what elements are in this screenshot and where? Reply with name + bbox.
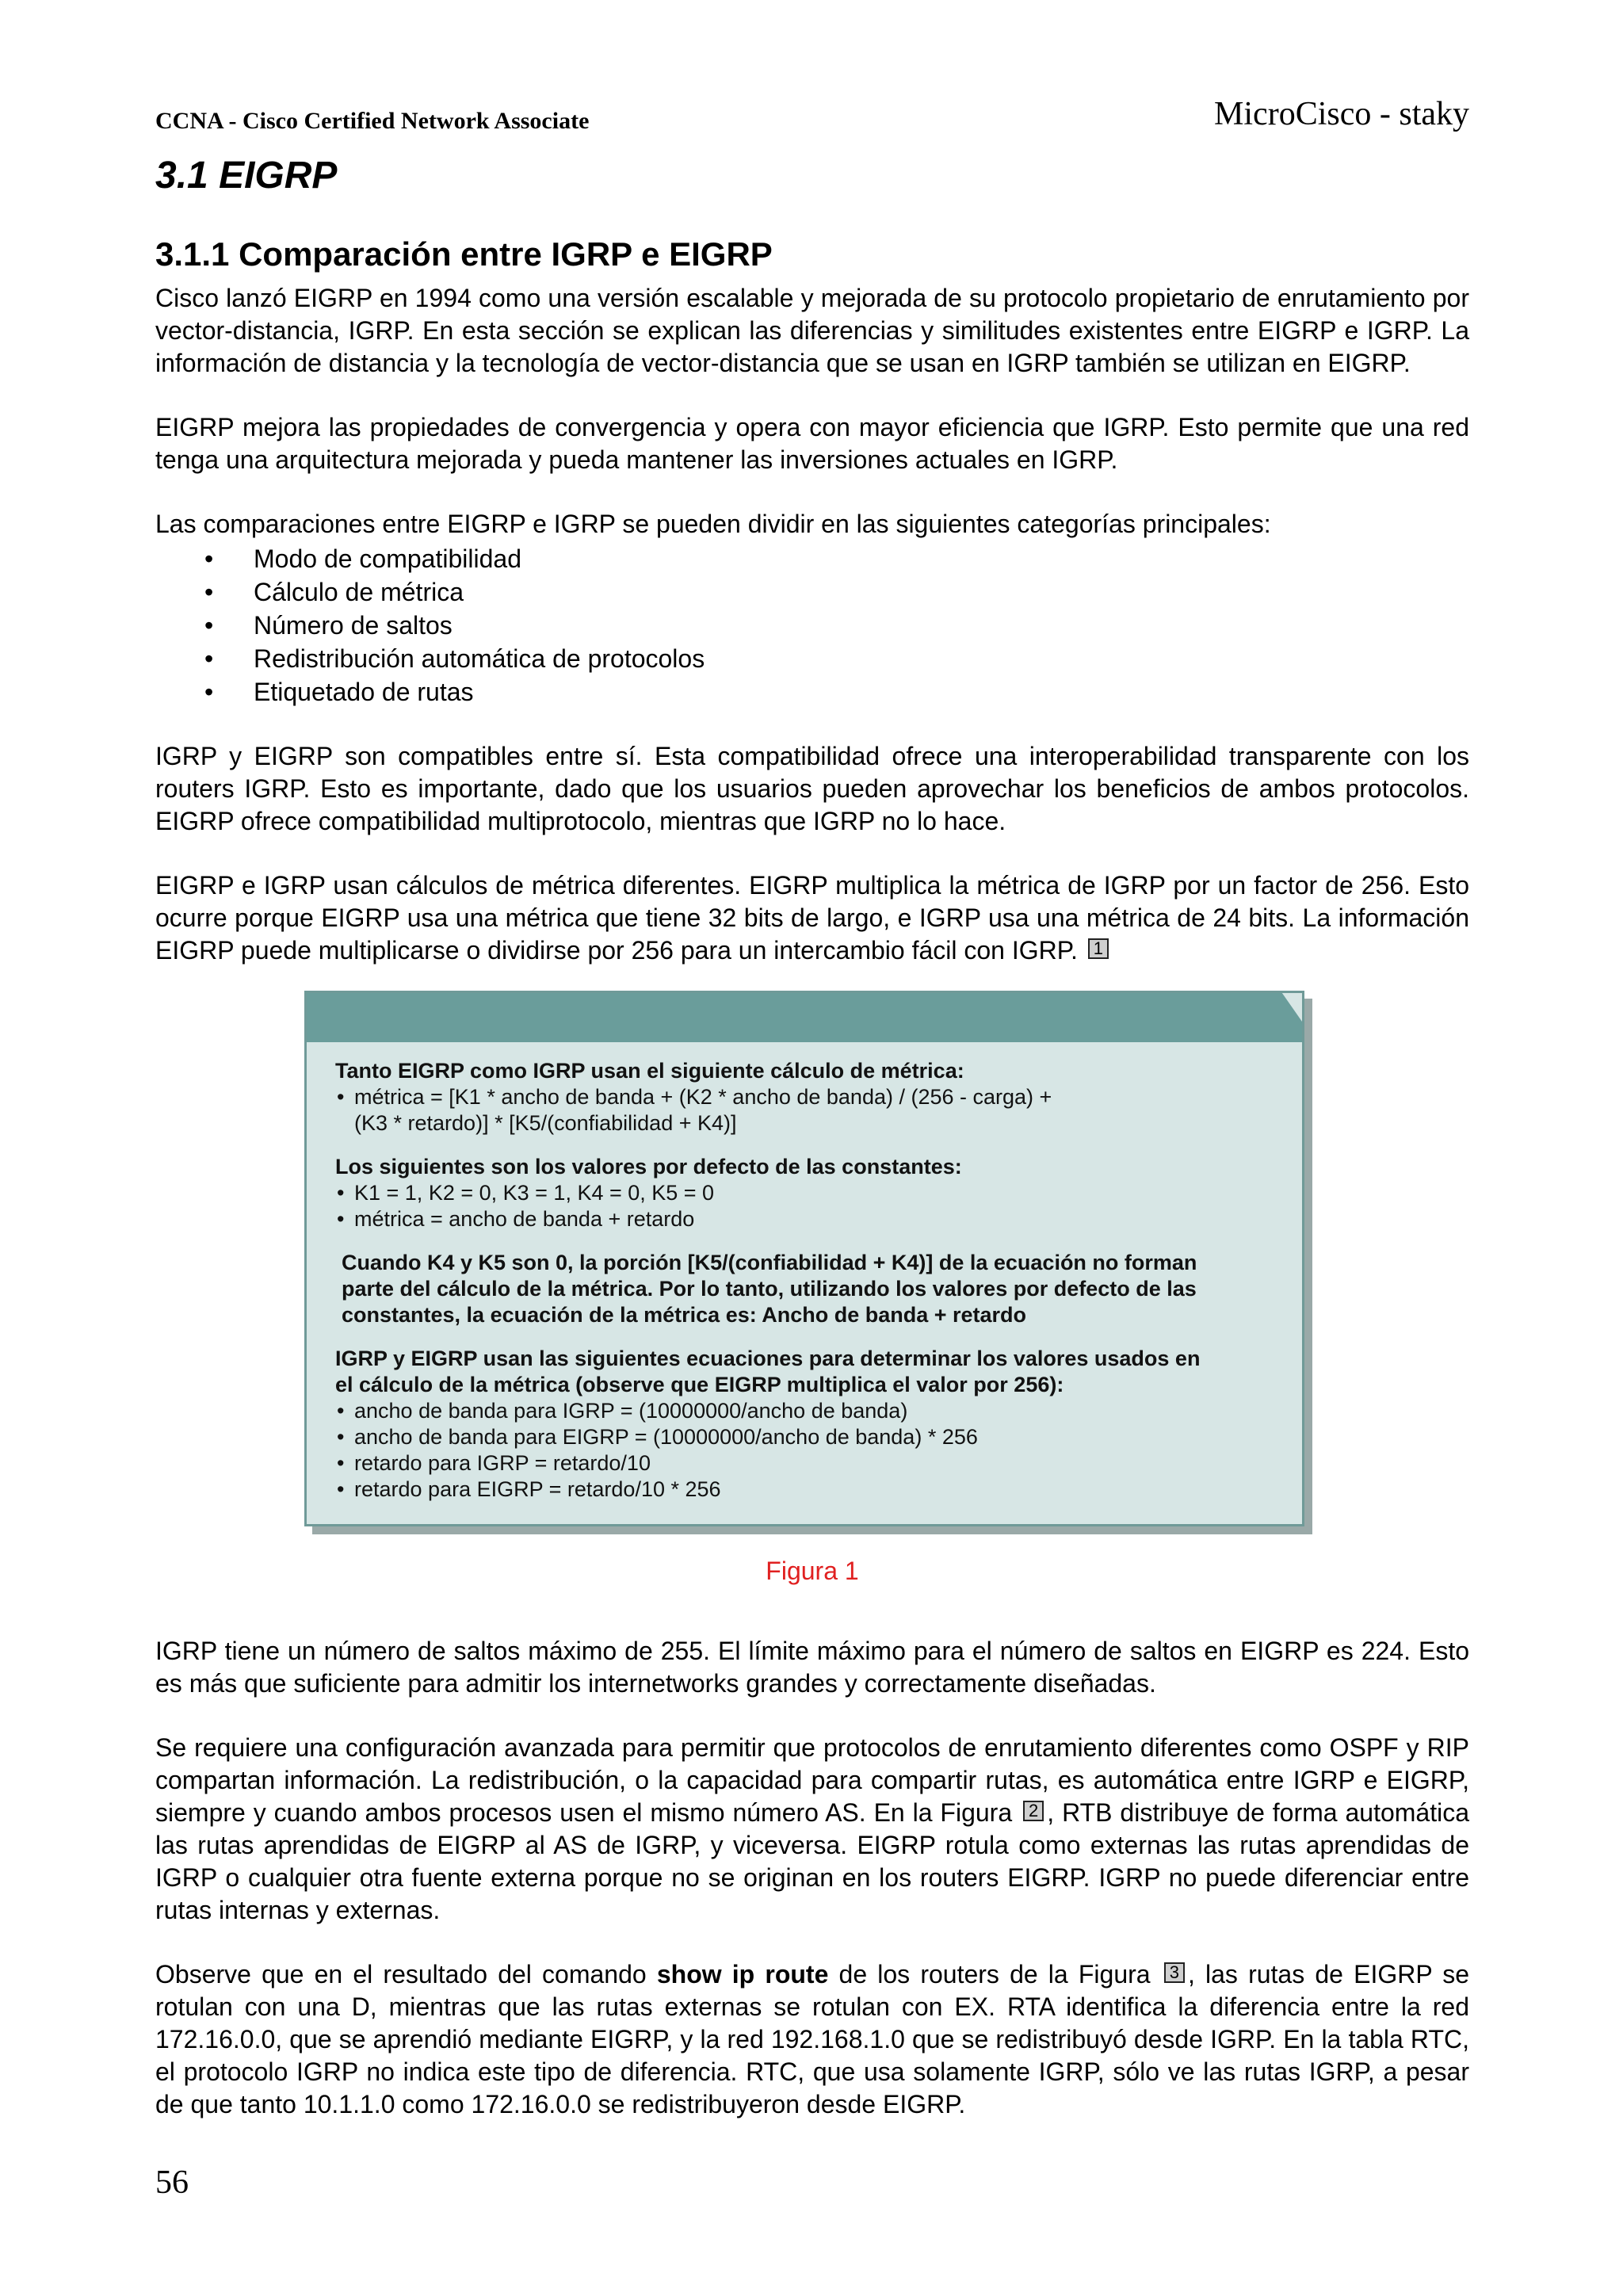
list-item: • Cálculo de métrica <box>155 575 1469 609</box>
figure-1-link[interactable]: 1 <box>1088 938 1109 959</box>
list-item: • Etiquetado de rutas <box>155 675 1469 709</box>
section-title: 3.1 EIGRP <box>155 155 338 197</box>
figure-title-bar <box>307 993 1302 1042</box>
list-item: • Número de saltos <box>155 609 1469 642</box>
paragraph-intro: Cisco lanzó EIGRP en 1994 como una versión escalable y mejorada de su protocolo propietario de enrutamiento por vector-distancia, IGRP. En esta sección se explican las diferencias y similitudes existentes entre EIGRP e IGRP. La información de distancia y la tecnología de vector-distancia que se usan en IGRP también se utilizan en EIGRP. <box>155 284 1469 377</box>
paragraph-convergence: EIGRP mejora las propiedades de convergencia y opera con mayor eficiencia que IGRP. Esto permite que una red tenga una arquitectura mejorada y pueda mantener las inversiones actuales en IGRP. <box>155 413 1469 474</box>
figure-heading-metric: Tanto EIGRP como IGRP usan el siguiente cálculo de métrica: <box>335 1059 964 1083</box>
subsection-title: 3.1.1 Comparación entre IGRP e EIGRP <box>155 235 773 273</box>
paragraph-redistribution-text-b: , RTB distribuye de forma automática las rutas aprendidas de EIGRP al AS de IGRP, y viceversa. EIGRP rotula como externas las rutas aprendidas de IGRP o cualquier otra fuente externa porque no se originan en los routers EIGRP. IGRP no puede diferenciar entre rutas internas y externas. <box>155 1798 1470 1924</box>
page-header <box>155 95 1469 139</box>
list-item: • Redistribución automática de protocolos <box>155 642 1469 675</box>
figure-caption: Figura 1 <box>766 1557 859 1585</box>
header-course-title: CCNA - Cisco Certified Network Associate <box>155 108 590 134</box>
paragraph-route-text-b: de los routers de la Figura <box>838 1960 1151 1988</box>
figure-panel <box>304 991 1304 1526</box>
figure-metric-list <box>335 1084 1274 1137</box>
list-item: • Modo de compatibilidad <box>155 542 1469 575</box>
list-item: • ancho de banda para EIGRP = (10000000/ancho de banda) * 256 <box>335 1424 1274 1450</box>
figure-heading-equations-line2: el cálculo de la métrica (observe que EIGRP multiplica el valor por 256): <box>335 1373 1064 1396</box>
figure-body <box>335 1058 1274 1503</box>
figure-1 <box>304 991 1312 1534</box>
figure-note-line3: constantes, la ecuación de la métrica es: Ancho de banda + retardo <box>342 1303 1027 1327</box>
command-show-ip-route: show ip route <box>656 1960 829 1988</box>
header-publisher: MicroCisco - staky <box>1214 96 1469 132</box>
paragraph-route-text-a: Observe que en el resultado del comando <box>155 1960 647 1988</box>
paragraph-route-text-c: , las rutas de EIGRP se rotulan con una D, mientras que las rutas externas se rotulan con EX. RTA identifica la diferencia entre la red 172.16.0.0, que se aprendió mediante EIGRP, y la red 192.168.1.0 que se redistribuyó desde IGRP. En la tabla RTC, el protocolo IGRP no indica este tipo de diferencia. RTC, que usa solamente IGRP, sólo ve las rutas IGRP, a pesar de que tanto 10.1.1.0 como 172.16.0.0 se redistribuyeron desde EIGRP. <box>155 1960 1470 2118</box>
list-item: • retardo para EIGRP = retardo/10 * 256 <box>335 1477 1274 1503</box>
paragraph-metric <box>155 869 1469 967</box>
paragraph-redistribution-text-a: Se requiere una configuración avanzada para permitir que protocolos de enrutamiento diferentes como OSPF y RIP compartan información. La redistribución, o la capacidad para compartir rutas, es automática entre IGRP e EIGRP, siempre y cuando ambos procesos usen el mismo número AS. En la Figura <box>155 1733 1469 1827</box>
figure-3-link[interactable]: 3 <box>1164 1962 1185 1983</box>
figure-note <box>335 1250 1274 1328</box>
paragraph-redistribution <box>155 1732 1469 1927</box>
list-item: • métrica = ancho de banda + retardo <box>335 1206 1274 1232</box>
paragraph-show-ip-route <box>155 1958 1469 2121</box>
paragraph-compatibility: IGRP y EIGRP son compatibles entre sí. Esta compatibilidad ofrece una interoperabilidad transparente con los routers IGRP. Esto es importante, dado que los usuarios pueden aprovechar los beneficios de ambos protocolos. EIGRP ofrece compatibilidad multiprotocolo, mientras que IGRP no lo hace. <box>155 742 1469 835</box>
paragraph-hop-count: IGRP tiene un número de saltos máximo de 255. El límite máximo para el número de saltos en EIGRP es 224. Esto es más que suficiente para admitir los internetworks grandes y correctamente diseñadas. <box>155 1637 1469 1698</box>
figure-equations-list <box>335 1398 1274 1503</box>
figure-metric-formula <box>335 1084 1274 1137</box>
metric-formula-line1: métrica = [K1 * ancho de banda + (K2 * ancho de banda) / (256 - carga) + <box>354 1085 1052 1109</box>
page-number: 56 <box>155 2164 189 2201</box>
list-item: • retardo para IGRP = retardo/10 <box>335 1450 1274 1477</box>
list-item: • K1 = 1, K2 = 0, K3 = 1, K4 = 0, K5 = 0 <box>335 1180 1274 1206</box>
figure-note-line1: Cuando K4 y K5 son 0, la porción [K5/(confiabilidad + K4)] de la ecuación no forman <box>342 1251 1197 1274</box>
figure-defaults-list <box>335 1180 1274 1232</box>
figure-2-link[interactable]: 2 <box>1023 1801 1044 1821</box>
figure-heading-defaults: Los siguientes son los valores por defecto de las constantes: <box>335 1155 962 1179</box>
metric-formula-line2: (K3 * retardo)] * [K5/(confiabilidad + K4)] <box>354 1111 737 1135</box>
page-content <box>155 151 1469 2153</box>
figure-note-line2: parte del cálculo de la métrica. Por lo tanto, utilizando los valores por defecto de las <box>342 1277 1197 1301</box>
paragraph-categories-intro: Las comparaciones entre EIGRP e IGRP se pueden dividir en las siguientes categorías principales: <box>155 510 1271 538</box>
figure-heading-equations-line1: IGRP y EIGRP usan las siguientes ecuaciones para determinar los valores usados en <box>335 1347 1201 1370</box>
list-item: • ancho de banda para IGRP = (10000000/ancho de banda) <box>335 1398 1274 1424</box>
categories-list <box>155 542 1469 709</box>
figure-heading-equations <box>335 1346 1274 1398</box>
paragraph-metric-text: EIGRP e IGRP usan cálculos de métrica diferentes. EIGRP multiplica la métrica de IGRP por un factor de 256. Esto ocurre porque EIGRP usa una métrica que tiene 32 bits de largo, e IGRP usa una métrica de 24 bits. La información EIGRP puede multiplicarse o dividirse por 256 para un intercambio fácil con IGRP. <box>155 871 1469 965</box>
